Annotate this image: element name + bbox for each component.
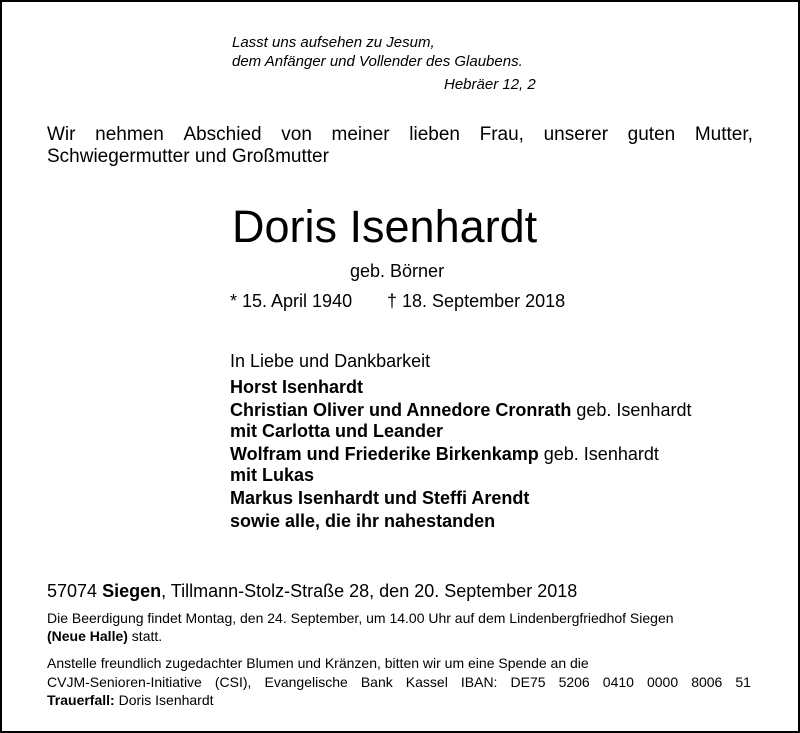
mourner-markus: Markus Isenhardt und Steffi Arendt [230,488,530,508]
donation-line-2-word: DE75 [510,674,546,690]
funeral-after-hall: statt. [127,628,163,644]
verse-line-1: Lasst uns aufsehen zu Jesum, [232,34,435,51]
mourner-wolfram-line [230,443,659,465]
deceased-name: Doris Isenhardt [232,201,538,252]
maiden-name: geb. Börner [350,261,445,281]
location-line [47,580,577,602]
intro-line-1-word: Frau, [479,124,524,145]
verse-reference: Hebräer 12, 2 [444,76,536,93]
mourner-others: sowie alle, die ihr nahestanden [230,511,496,531]
intro-line-1-word: Abschied [183,124,262,145]
donation-line-2 [47,673,751,692]
donation-line-2-word: 51 [735,674,751,690]
donation-line-1: Anstelle freundlich zugedachter Blumen und Kränzen, bitten wir um eine Spende an die [47,655,589,671]
donation-line-2-word: Bank [360,674,393,690]
intro-line-1-word: nehmen [95,124,164,145]
mourner-christian: Christian Oliver und Annedore Cronrath [230,400,572,420]
mourner-wolfram-suffix: geb. Isenhardt [538,444,659,464]
location-zip: 57074 [47,581,103,601]
mourner-wolfram-kids: mit Lukas [230,465,315,485]
donation-line-2-word: Evangelische [264,674,348,690]
mourner-christian-line [230,399,691,421]
intro-line-1-word: unserer [543,124,609,145]
intro-line-1-word: Wir [47,124,76,145]
intro-line-1-word: Mutter, [694,124,753,145]
birth-date: * 15. April 1940 [230,291,353,311]
funeral-hall: (Neue Halle) [47,628,128,644]
intro-line-1-word: meiner [331,124,390,145]
mourner-christian-suffix: geb. Isenhardt [571,400,692,420]
donation-line-2-word: 5206 [558,674,590,690]
donation-contact-line [47,691,214,710]
mourners-heading: In Liebe und Dankbarkeit [230,351,431,371]
donation-line-2-word: CVJM-Senioren-Initiative [47,674,202,690]
intro-line-1-word: von [281,124,312,145]
funeral-line-1: Die Beerdigung findet Montag, den 24. September, um 14.00 Uhr auf dem Lindenbergfriedhof Siegen [47,610,674,626]
donation-line-2-word: 8006 [691,674,723,690]
donation-line-2-word: (CSI), [214,674,252,690]
location-rest: , Tillmann-Stolz-Straße 28, den 20. September 2018 [161,581,578,601]
mourner-horst: Horst Isenhardt [230,377,364,397]
donation-line-2-word: 0000 [646,674,679,690]
donation-line-2-word: IBAN: [460,674,498,690]
funeral-line-2 [47,627,162,646]
location-city: Siegen [102,581,162,601]
intro-line-2: Schwiegermutter und Großmutter [47,146,329,167]
mourner-wolfram: Wolfram und Friederike Birkenkamp [230,444,539,464]
verse-line-2: dem Anfänger und Vollender des Glaubens. [232,53,523,70]
death-date: † 18. September 2018 [387,291,566,311]
donation-line-2-word: Kassel [405,674,448,690]
intro-line-1 [47,124,753,146]
intro-line-1-word: lieben [409,124,460,145]
donation-line-2-word: 0410 [602,674,634,690]
donation-contact-value: Doris Isenhardt [114,692,214,708]
donation-contact-label: Trauerfall: [47,692,115,708]
intro-line-1-word: guten [627,124,676,145]
mourner-christian-kids: mit Carlotta und Leander [230,421,444,441]
